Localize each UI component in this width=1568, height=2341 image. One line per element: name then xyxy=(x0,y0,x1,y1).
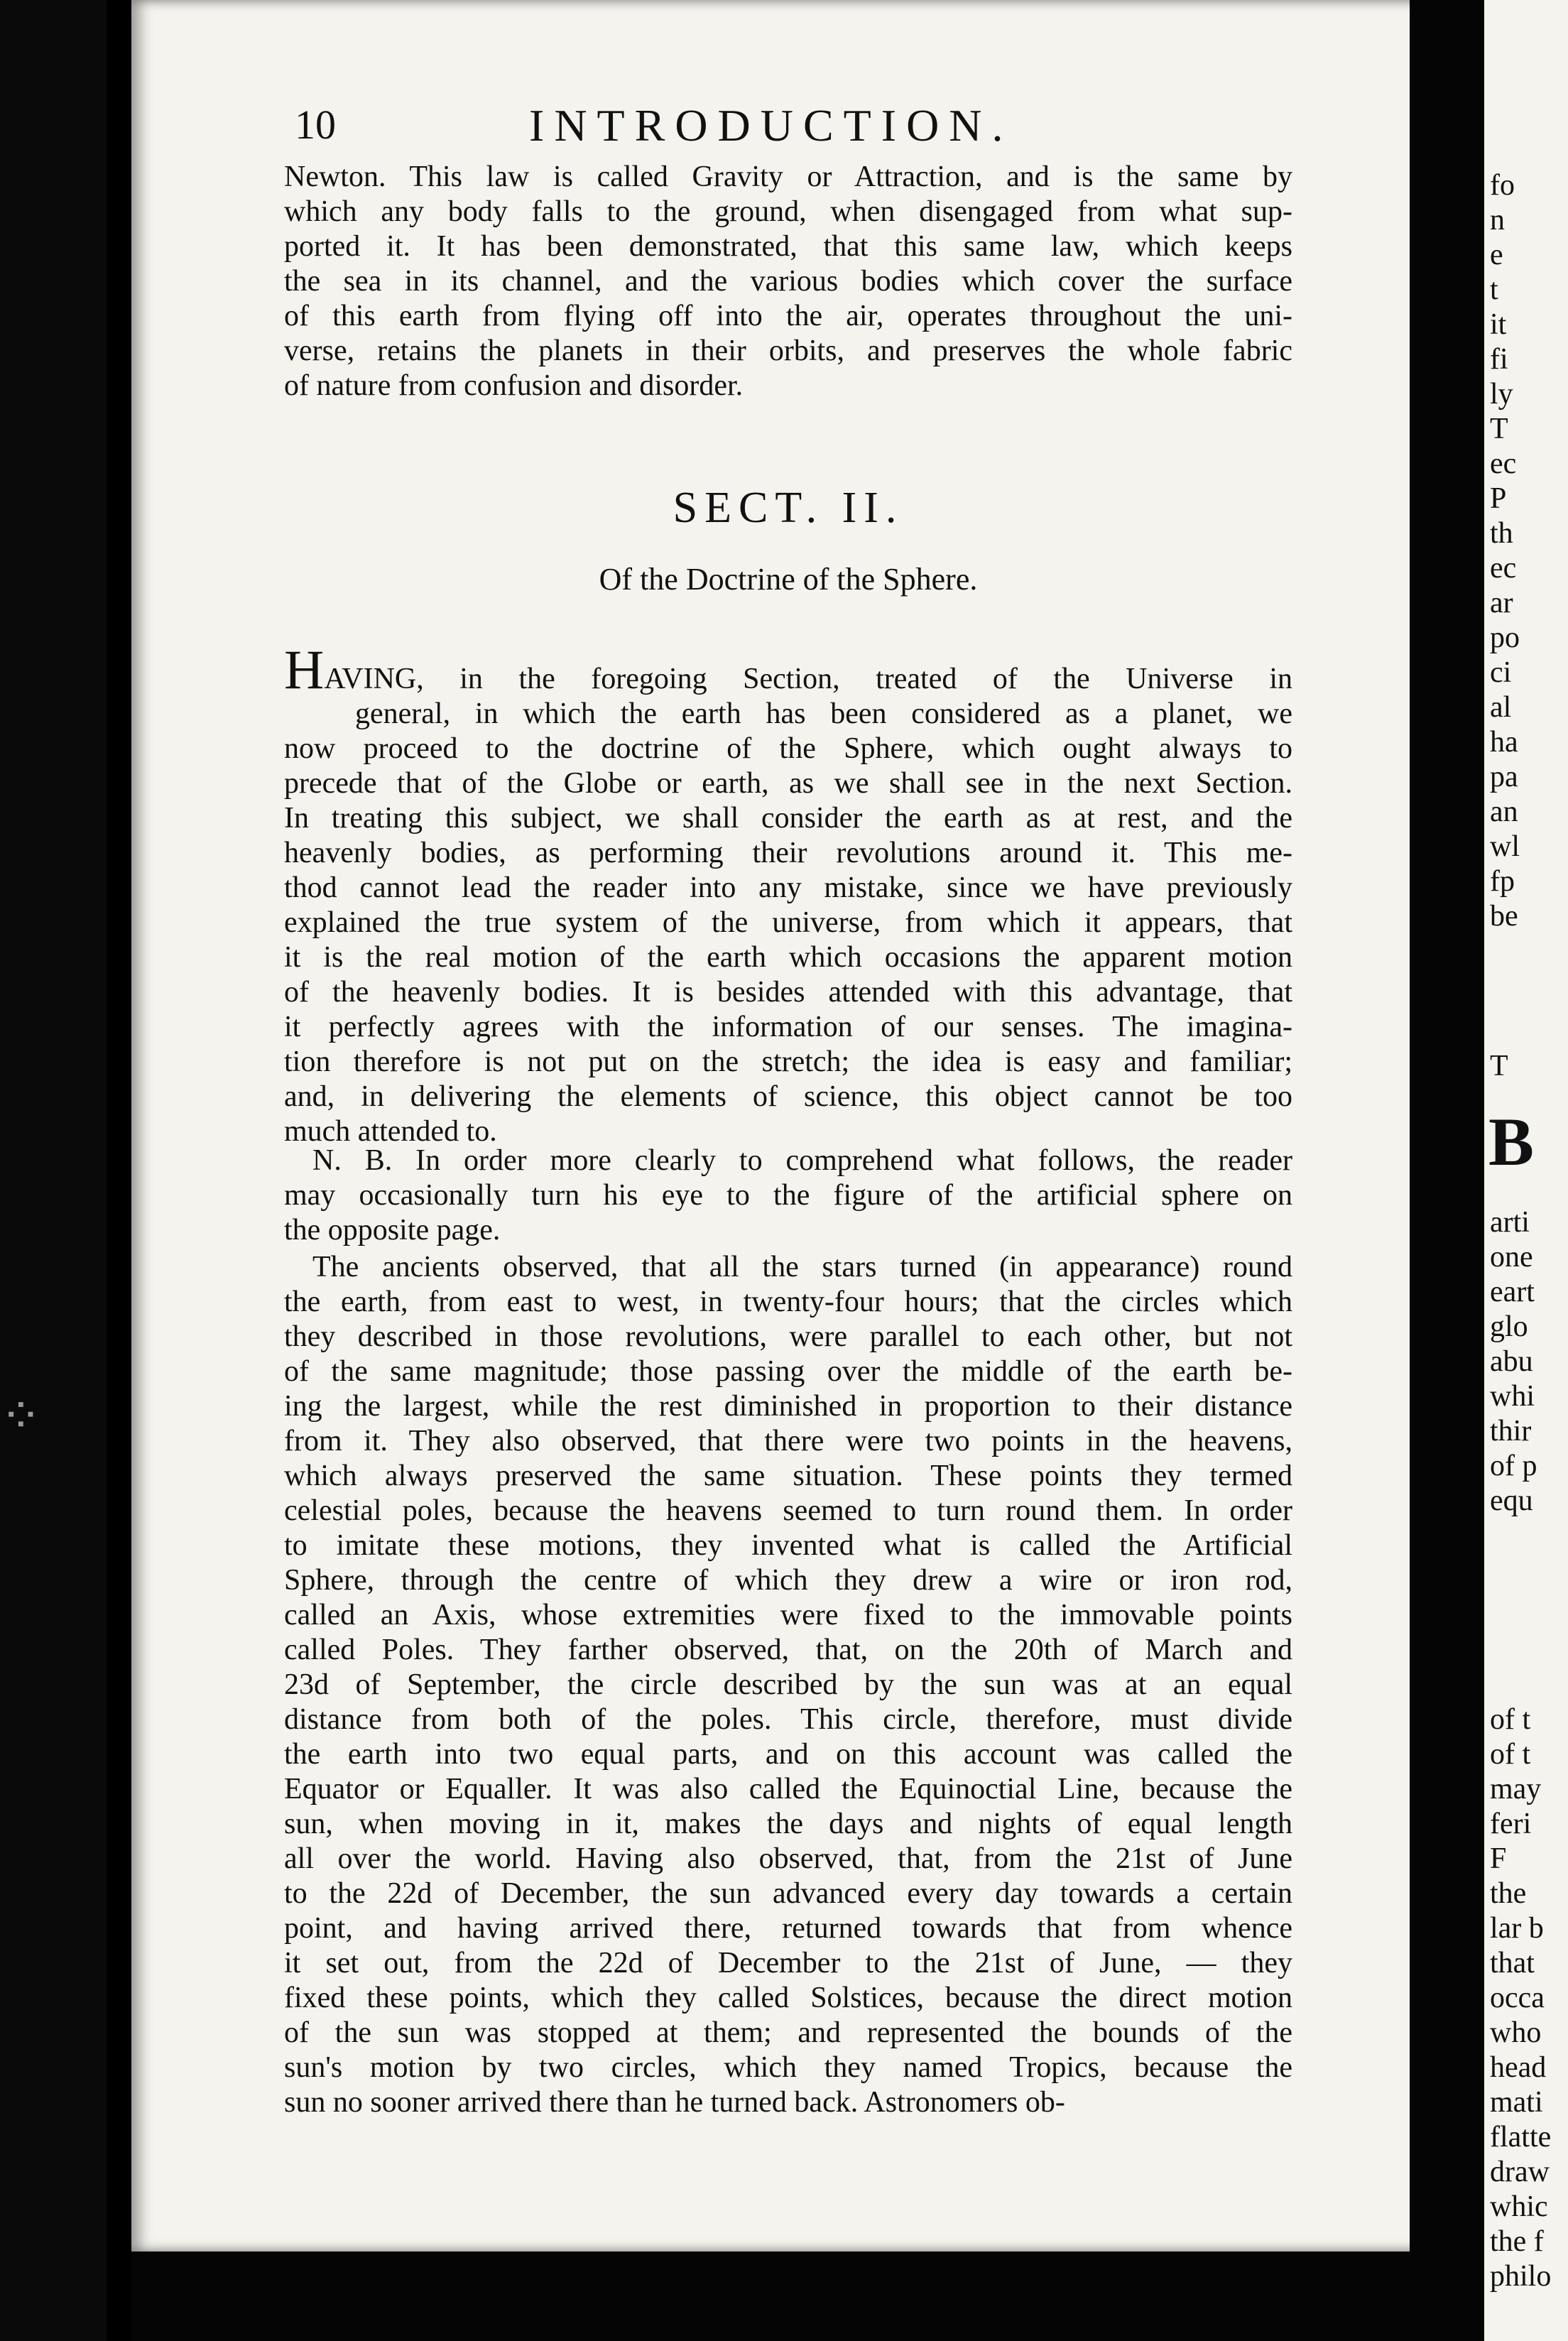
text-line: distance from both of the poles. This circle, therefore, must divide xyxy=(284,1703,1292,1736)
opposite-page-fragment: may xyxy=(1490,1773,1542,1805)
opposite-page-fragment: of t xyxy=(1490,1703,1531,1736)
opposite-page-fragment: ar xyxy=(1490,587,1513,619)
text-line: the earth into two equal parts, and on this account was called the xyxy=(284,1738,1292,1771)
opposite-page-fragment: the xyxy=(1490,1877,1527,1910)
text-line: it is the real motion of the earth which occasions the apparent motion xyxy=(284,941,1292,974)
opposite-page-fragment: an xyxy=(1490,795,1518,828)
text-line: of the heavenly bodies. It is besides attended with this advantage, that xyxy=(284,976,1292,1009)
text-line: called an Axis, whose extremities were fixed to the immovable points xyxy=(284,1599,1292,1631)
text-line: tion therefore is not put on the stretch; the idea is easy and familiar; xyxy=(284,1045,1292,1078)
opposite-page-fragment: n xyxy=(1490,204,1505,237)
opposite-page-fragment: ec xyxy=(1490,552,1517,585)
opposite-page-fragment: glo xyxy=(1490,1310,1528,1343)
opposite-page-fragment: ly xyxy=(1490,378,1513,411)
text-line: HAVING, in the foregoing Section, treated of the Universe in xyxy=(284,639,1292,700)
opposite-page-fragment: fo xyxy=(1490,169,1515,202)
text-line: the opposite page. xyxy=(284,1214,501,1246)
page-header xyxy=(295,101,1431,165)
opposite-page-edge xyxy=(1484,0,1568,2341)
text-line: called Poles. They farther observed, that, on the 20th of March and xyxy=(284,1634,1292,1666)
opposite-page-fragment: of t xyxy=(1490,1738,1531,1771)
text-line: and, in delivering the elements of science, this object cannot be too xyxy=(284,1080,1292,1113)
book-gutter xyxy=(1410,0,1484,2341)
section-subtitle: Of the Doctrine of the Sphere. xyxy=(599,562,978,597)
text-line: verse, retains the planets in their orbits, and preserves the whole fabric xyxy=(284,335,1292,367)
page-number: 10 xyxy=(295,102,336,148)
text-line: 23d of September, the circle described by the sun was at an equal xyxy=(284,1668,1292,1701)
opposite-page-fragment: B xyxy=(1488,1104,1535,1180)
text-line: the earth, from east to west, in twenty-four hours; that the circles which xyxy=(284,1286,1292,1318)
text-line: Newton. This law is called Gravity or Attraction, and is the same by xyxy=(284,161,1292,193)
text-line: of this earth from flying off into the air, operates throughout the uni- xyxy=(284,300,1292,332)
text-line: sun, when moving in it, makes the days and nights of equal length xyxy=(284,1808,1292,1840)
text-line: ing the largest, while the rest diminished in proportion to their distance xyxy=(284,1390,1292,1423)
scan-bottom-edge xyxy=(131,2252,1410,2341)
text-line: precede that of the Globe or earth, as we shall see in the next Section. xyxy=(284,767,1292,800)
opposite-page-fragment: abu xyxy=(1490,1345,1533,1378)
text-line: may occasionally turn his eye to the figure of the artificial sphere on xyxy=(284,1179,1292,1212)
text-line: explained the true system of the universe, from which it appears, that xyxy=(284,906,1292,939)
text-line: fixed these points, which they called Solstices, because the direct motion xyxy=(284,1982,1292,2014)
opposite-page-fragment: pa xyxy=(1490,761,1518,793)
opposite-page-fragment: equ xyxy=(1490,1484,1533,1517)
text-line: general, in which the earth has been considered as a planet, we xyxy=(355,697,1292,730)
opposite-page-fragment: who xyxy=(1490,2016,1542,2049)
scan-left-margin xyxy=(0,0,107,2341)
text-line: Equator or Equaller. It was also called the Equinoctial Line, because the xyxy=(284,1773,1292,1805)
opposite-page-fragment: al xyxy=(1490,691,1512,724)
text-line: celestial poles, because the heavens seemed to turn round them. In order xyxy=(284,1494,1292,1527)
opposite-page-fragment: arti xyxy=(1490,1206,1530,1239)
opposite-page-fragment: one xyxy=(1490,1241,1533,1273)
opposite-page-fragment: draw xyxy=(1490,2156,1550,2188)
paragraph-having xyxy=(284,639,1292,1149)
text-line: which any body falls to the ground, when disengaged from what sup- xyxy=(284,195,1292,228)
opposite-page-fragment: whic xyxy=(1490,2190,1548,2223)
opposite-page-fragment: feri xyxy=(1490,1808,1532,1840)
text-line: to imitate these motions, they invented what is called the Artificial xyxy=(284,1529,1292,1562)
text-line: heavenly bodies, as performing their revolutions around it. This me- xyxy=(284,837,1292,869)
text-line: ported it. It has been demonstrated, that this same law, which keeps xyxy=(284,230,1292,263)
opposite-page-fragment: th xyxy=(1490,517,1513,550)
opposite-page-fragment: be xyxy=(1490,900,1518,933)
opposite-page-fragment: philo xyxy=(1490,2260,1552,2293)
text-line: of the sun was stopped at them; and represented the bounds of the xyxy=(284,2016,1292,2049)
text-line: to the 22d of December, the sun advanced every day towards a certain xyxy=(284,1877,1292,1910)
text-line: they described in those revolutions, were parallel to each other, but not xyxy=(284,1320,1292,1353)
opposite-page-fragment: F xyxy=(1490,1842,1507,1875)
running-head: INTRODUCTION. xyxy=(529,100,1013,151)
opposite-page-fragment: po xyxy=(1490,621,1520,654)
text-line: sun no sooner arrived there than he turned back. Astronomers ob- xyxy=(284,2086,1065,2119)
opposite-page-fragment: of p xyxy=(1490,1450,1537,1482)
opposite-page-fragment: wl xyxy=(1490,830,1520,863)
text-line: of the same magnitude; those passing over the middle of the earth be- xyxy=(284,1355,1292,1388)
text-line: much attended to. xyxy=(284,1115,497,1148)
text-line: it perfectly agrees with the information of our senses. The imagina- xyxy=(284,1011,1292,1043)
text-line: the sea in its channel, and the various bodies which cover the surface xyxy=(284,265,1292,298)
opposite-page-fragment: mati xyxy=(1490,2086,1543,2119)
text-line: thod cannot lead the reader into any mistake, since we have previously xyxy=(284,871,1292,904)
opposite-page-fragment: head xyxy=(1490,2051,1547,2084)
text-line: point, and having arrived there, returned towards that from whence xyxy=(284,1912,1292,1945)
opposite-page-fragment: ha xyxy=(1490,726,1518,759)
opposite-page-fragment: the f xyxy=(1490,2225,1544,2258)
opposite-page-fragment: whi xyxy=(1490,1380,1535,1413)
paragraph-nota-bene xyxy=(284,1144,1292,1248)
opposite-page-fragment: fi xyxy=(1490,343,1508,376)
opposite-page-fragment: e xyxy=(1490,239,1503,271)
text-line: Sphere, through the centre of which they drew a wire or iron rod, xyxy=(284,1564,1292,1597)
text-line: N. B. In order more clearly to comprehend what follows, the reader xyxy=(312,1144,1292,1177)
opposite-page-fragment: t xyxy=(1490,273,1498,306)
opposite-page-fragment: lar b xyxy=(1490,1912,1544,1945)
opposite-page-fragment: thir xyxy=(1490,1415,1532,1447)
opposite-page-fragment: occa xyxy=(1490,1982,1545,2014)
text-line: from it. They also observed, that there were two points in the heavens, xyxy=(284,1425,1292,1457)
text-line: it set out, from the 22d of December to the 21st of June, — they xyxy=(284,1947,1292,1979)
opposite-page-fragment: eart xyxy=(1490,1276,1535,1308)
text-line: In treating this subject, we shall consider the earth as at rest, and the xyxy=(284,802,1292,835)
paragraph-ancients xyxy=(284,1250,1292,2120)
opposite-page-fragment: ec xyxy=(1490,447,1517,480)
opposite-page-fragment: flatte xyxy=(1490,2121,1552,2153)
opposite-page-fragment: T xyxy=(1490,1050,1508,1082)
opposite-page-fragment: that xyxy=(1490,1947,1535,1979)
text-line: now proceed to the doctrine of the Sphere, which ought always to xyxy=(284,732,1292,765)
opposite-page-fragment: T xyxy=(1490,413,1508,445)
opposite-page-fragment: it xyxy=(1490,308,1507,341)
text-line: sun's motion by two circles, which they named Tropics, because the xyxy=(284,2051,1292,2084)
opposite-page-fragment: fp xyxy=(1490,865,1515,898)
text-line: of nature from confusion and disorder. xyxy=(284,369,744,402)
text-line: which always preserved the same situation. These points they termed xyxy=(284,1460,1292,1492)
text-line: all over the world. Having also observed, that, from the 21st of June xyxy=(284,1842,1292,1875)
paragraph-gravity xyxy=(284,160,1292,403)
section-title: SECT. II. xyxy=(673,484,904,532)
opposite-page-fragment: P xyxy=(1490,482,1507,515)
margin-ornament: ⁘ xyxy=(0,1389,42,1444)
text-line: The ancients observed, that all the stars turned (in appearance) round xyxy=(312,1251,1292,1283)
opposite-page-fragment: ci xyxy=(1490,656,1512,689)
